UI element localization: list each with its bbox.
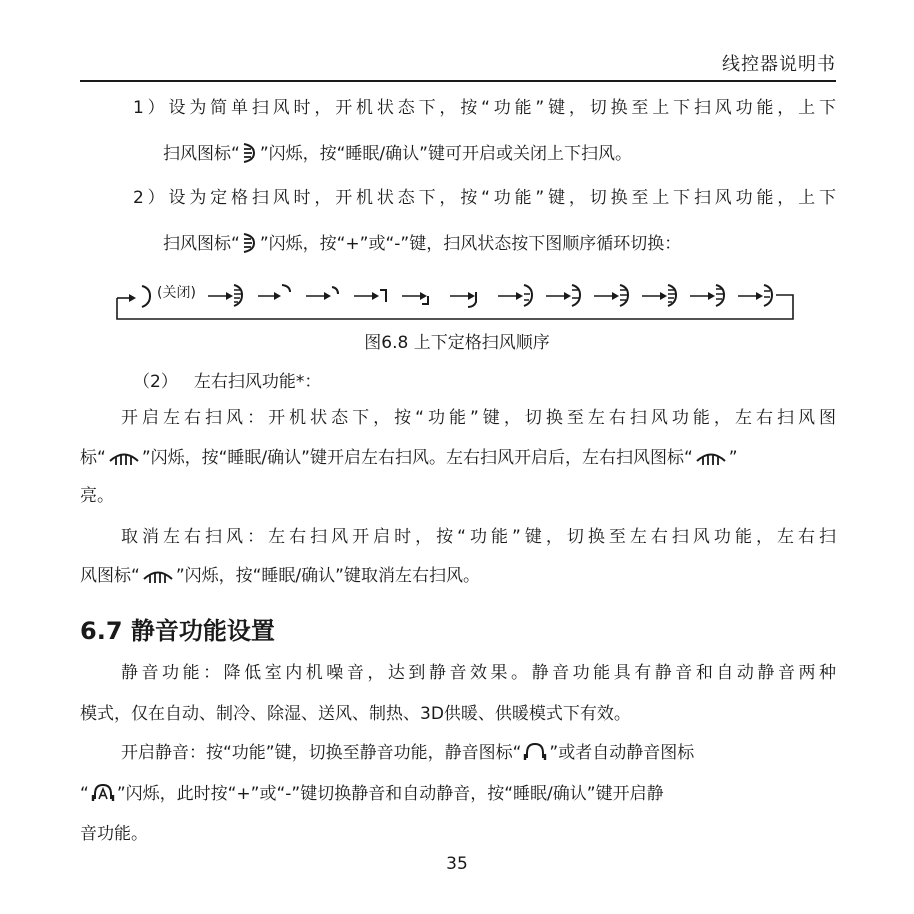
subsection-heading xyxy=(133,369,321,395)
subsection-title: 左右扫风功能*： xyxy=(193,372,322,392)
para6-line1 xyxy=(121,740,694,766)
para5-line1: 静音功能：降低室内机噪音，达到静音效果。静音功能具有静音和自动静音两种 xyxy=(121,663,836,683)
updown-swing-icon xyxy=(241,231,259,255)
para4-line2 xyxy=(80,563,480,589)
para6-line2-a: “ xyxy=(80,784,89,804)
para6-line2 xyxy=(80,781,664,807)
para6-line1-b: ”或者自动静音图标 xyxy=(549,743,695,763)
quiet-icon xyxy=(522,740,548,764)
para2-line2-b: ”闪烁，按“+”或“-”键，扫风状态按下图顺序循环切换： xyxy=(259,234,682,254)
auto-quiet-icon xyxy=(90,781,116,805)
leftright-swing-icon xyxy=(694,446,728,468)
para1-line2-b: ”闪烁，按“睡眠/确认”键可开启或关闭上下扫风。 xyxy=(259,144,632,164)
para1-line1: 1）设为简单扫风时，开机状态下，按“功能”键，切换至上下扫风功能，上下 xyxy=(133,98,836,118)
leftright-swing-icon xyxy=(107,446,141,468)
para6-line2-b: ”闪烁，此时按“+”或“-”键切换静音和自动静音，按“睡眠/确认”键开启静 xyxy=(116,784,664,804)
para4-line2-a: 风图标“ xyxy=(80,566,140,586)
para2-line2-a: 扫风图标“ xyxy=(163,234,240,254)
para6-line1-a: 开启静音：按“功能”键，切换至静音功能，静音图标“ xyxy=(121,743,522,763)
header-rule xyxy=(80,80,836,82)
para3-line2-b: ”闪烁，按“睡眠/确认”键开启左右扫风。左右扫风开启后，左右扫风图标“ xyxy=(141,448,693,468)
para3-line2-c: ” xyxy=(728,448,738,468)
para1-line2 xyxy=(163,141,632,167)
para3-line2 xyxy=(80,445,738,471)
para3-line2-a: 标“ xyxy=(80,448,106,468)
para2-line2 xyxy=(163,231,681,257)
para3-line3: 亮。 xyxy=(80,486,114,506)
section-heading: 6.7 静音功能设置 xyxy=(80,617,275,645)
sequence-closed-label: (关闭) xyxy=(157,285,196,301)
updown-swing-icon xyxy=(241,141,259,165)
header-title: 线控器说明书 xyxy=(722,54,836,75)
para4-line1: 取消左右扫风：左右扫风开启时，按“功能”键，切换至左右扫风功能，左右扫 xyxy=(121,527,836,547)
para2-line1: 2）设为定格扫风时，开机状态下，按“功能”键，切换至上下扫风功能，上下 xyxy=(133,188,836,208)
swing-sequence-diagram xyxy=(116,282,796,320)
para5-line2: 模式，仅在自动、制冷、除湿、送风、制热、3D供暖、供暖模式下有效。 xyxy=(80,704,631,724)
para6-line3: 音功能。 xyxy=(80,824,148,844)
page-number: 35 xyxy=(446,854,468,874)
figure-caption: 图6.8 上下定格扫风顺序 xyxy=(364,333,550,353)
para4-line2-b: ”闪烁，按“睡眠/确认”键取消左右扫风。 xyxy=(175,566,480,586)
leftright-swing-icon xyxy=(141,564,175,586)
subsection-number: （2） xyxy=(133,372,178,392)
para3-line1: 开启左右扫风：开机状态下，按“功能”键，切换至左右扫风功能，左右扫风图 xyxy=(121,408,836,428)
para1-line2-a: 扫风图标“ xyxy=(163,144,240,164)
